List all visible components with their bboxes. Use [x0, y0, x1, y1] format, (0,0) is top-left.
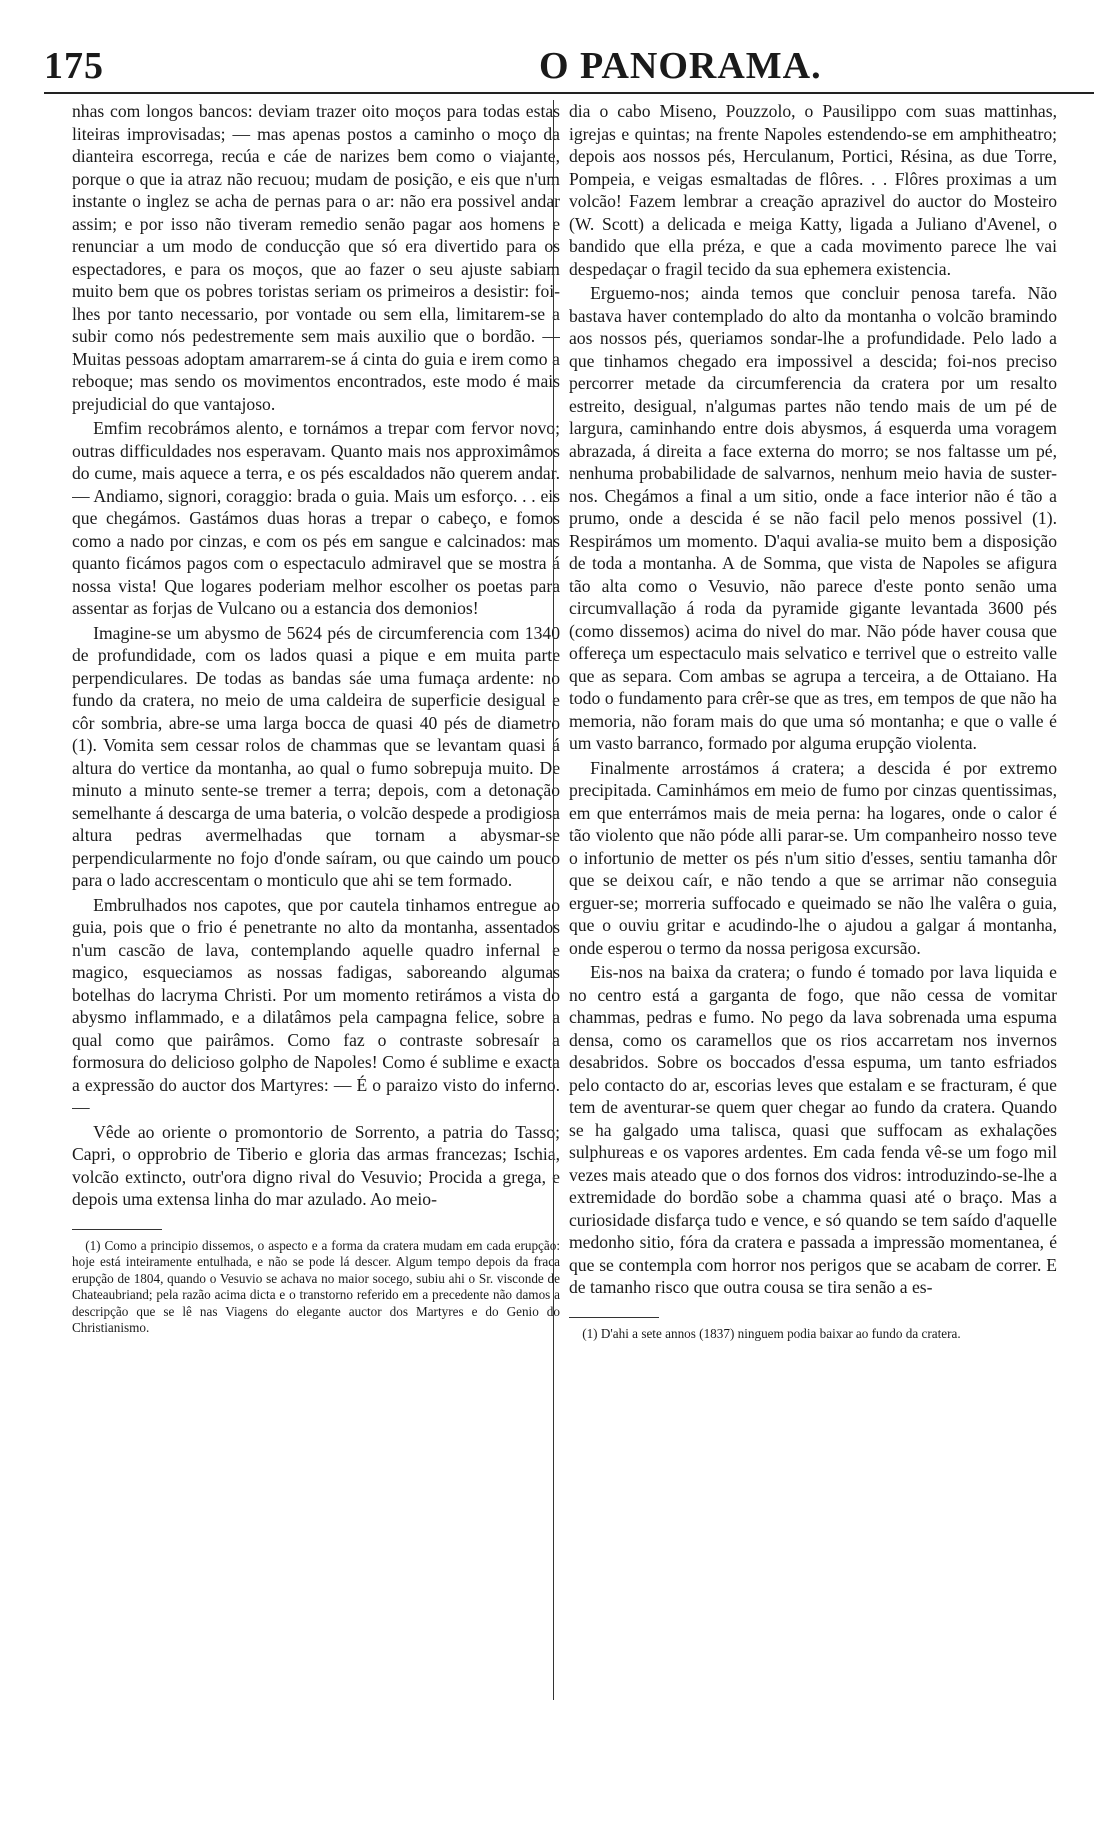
right-paragraph-2: Erguemo-nos; ainda temos que concluir penosa tarefa. Não bastava haver contemplado do alto da montanha o volcão bramindo aos nossos pés, queriamos sondar-lhe a profundidade. Pelo lado a que tinhamos chegado era impossivel a descida; foi-nos preciso percorrer metade da circumferencia da cratera por um resalto estreito, desigual, n'algumas partes não tendo mais de um pé de largura, caminhando entre dois abysmos, á esquerda uma voragem abrazada, á direita a face externa do morro; se nos faltasse um pé, nenhuma probabilidade de salvarnos, nenhum meio havia de suster-nos. Chegámos a final a um sitio, onde a face interior não é tão a prumo, onde a descida é se não facil pelo menos possivel (1). Respirámos um momento. D'aqui avalia-se muito bem a disposição de toda a montanha. A de Somma, que vista de Napoles se afigura tão alta como o Vesuvio, não parece d'este ponto senão uma circumvallação á roda da pyramide gigante levantada 3600 pés (como dissemos) acima do nivel do mar. Não póde haver cousa que offereça um espectaculo mais selvatico e terrivel que o estreito valle que as separa. Com ambas se agrupa a terceira, a de Ottaiano. Ha todo o fundamento para crêr-se que as tres, em tempos de que não ha memoria, não foram mais do que uma só montanha; e que o valle é um vasto barranco, formado por alguma erupção violenta.: [569, 283, 1057, 753]
right-paragraph-3: Finalmente arrostámos á cratera; a descida é por extremo precipitada. Caminhámos em meio de fumo por cinzas quentissimas, em que enterrámos mais de meia perna: ha logares, onde o calor é tão violento que não póde alli parar-se. Um companheiro nosso teve o infortunio de metter os pés n'um sitio d'esses, sentiu tamanha dôr que se deixou caír, e não tendo a que se arrimar não conseguia erguer-se; morreria suffocado e queimado se não lhe valêra o guia, que o ouviu gritar e acudindo-lhe o ajudou a galgar á montanha, onde esperou o termo da nossa perigosa excursão.: [569, 757, 1057, 958]
page-number: 175: [44, 45, 104, 87]
right-footnote: (1) D'ahi a sete annos (1837) ninguem podia baixar ao fundo da cratera.: [582, 1325, 961, 1341]
left-paragraph-5: Vêde ao oriente o promontorio de Sorrento, a patria do Tasso; Capri, o opprobrio de Tiberio e gloria das armas francezas; Ischia, volcão extincto, outr'ora digno rival do Vesuvio; Procida a grega, e depois uma extensa linha do mar azulado. Ao meio-: [72, 1121, 560, 1209]
left-paragraph-2: Emfim recobrámos alento, e tornámos a trepar com fervor novo; outras difficuldades nos esperavam. Quanto mais nos approximâmos do cume, mais aquece a terra, e os pés escaldados não querem andar.— Andiamo, signori, coraggio: brada o guia. Mais um esforço. . . eis que chegámos. Gastámos duas horas a trepar o cabeço, e fomos como a nado por cinzas, e com os pés em sangue e calcinados: mas quanto ficámos pagos com o espectaculo admiravel que se mostra á nossa vista! Que logares poderiam melhor escolher os poetas para assentar as forjas de Vulcano ou a estancia dos demonios!: [72, 418, 560, 618]
left-paragraph-4: Embrulhados nos capotes, que por cautela tinhamos entregue ao guia, pois que o frio é penetrante no alto da montanha, assentados n'um cascão de lava, contemplando aquelle quadro infernal e magico, esqueciamos as nossas fadigas, saboreando algumas botelhas do lacryma Christi. Por um momento retirámos a vista do abysmo inflammado, e a dilatâmos pela campagna felice, sobre a qual como que pairâmos. Como faz o contraste sobresaír a formosura do delicioso golpho de Napoles! Como é sublime e exacta a expressão do auctor dos Martyres: — É o paraizo visto do inferno. —: [72, 894, 560, 1117]
left-paragraph-3: Imagine-se um abysmo de 5624 pés de circumferencia com 1340 de profundidade, com os lados quasi a pique e em muita parte perpendiculares. De todas as bandas sáe uma fumaça ardente: no fundo da cratera, no meio de uma caldeira de superficie desigual e côr sombria, abre-se uma larga bocca de quasi 40 pés de diametro (1). Vomita sem cessar rolos de chammas que se levantam quasi á altura do vertice da montanha, ao qual o fumo sobrepuja muito. De minuto a minuto sente-se tremer a terra; depois, com a detonação semelhante á descarga de uma bateria, o volcão despede a prodigiosa altura pedras avermelhadas que tornam a abysmar-se perpendicularmente no fojo d'onde saíram, ou que caindo um pouco para o lado accrescentam o monticulo que ahi se tem formado.: [72, 622, 560, 890]
left-column: [72, 100, 560, 1730]
running-title: O PANORAMA.: [539, 45, 822, 87]
column-divider: [553, 100, 554, 1700]
header-rule: [44, 92, 1094, 94]
right-paragraph-4: Eis-nos na baixa da cratera; o fundo é tomado por lava liquida e no centro está a garganta de fogo, que não cessa de vomitar chammas, pedras e fumo. No pego da lava sobrenada uma espuma densa, como os caramellos que os rios accarretam nos invernos desabridos. Sobre os boccados d'essa espuma, um tanto esfriados pelo contacto do ar, escorias leves que estalam e se fracturam, é que tem de aventurar-se quem quer chegar ao fundo da cratera. Quando se ha galgado uma talisca, quasi que suffocam as exhalações sulphureas e os vapores ardentes. Em cada fenda vê-se um fogo mil vezes mais ateado que o dos fornos dos vidros: introduzindo-se-lhe a extremidade do bordão sobe a chamma quasi até o braço. Mas a curiosidade disfarça tudo e vence, e só quando se tem saído d'aquelle medonho sitio, fóra da cratera e passada a impressão momentanea, é que se contempla com horror nos perigos que se acabam de correr. E de tamanho risco que outra cousa se tira senão a es-: [569, 962, 1057, 1297]
right-column: [569, 100, 1057, 1730]
left-footnote-rule: [72, 1229, 162, 1230]
left-paragraph-1: nhas com longos bancos: deviam trazer oito moços para todas estas liteiras improvisadas; — mas apenas postos a caminho o moço da dianteira escorrega, recúa e cáe de narizes bem como o viajante, porque o que ia atraz não recuou; mudam de posição, e eis que n'um instante o inglez se acha de pernas para o ar: não era possivel andar assim; e por isso não tiveram remedio senão pagar aos homens e renunciar a um modo de conducção que só era divertido para os espectadores, e para os moços, que ao fazer o seu ajuste sabiam muito bem que os pobres toristas seriam os primeiros a desistir: foi-lhes por tanto necessario, por vontade ou sem ella, limitarem-se a subir como nós pedestremente sem mais auxilio que o bordão. — Muitas pessoas adoptam amarrarem-se á cinta do guia e irem como a reboque; mas sendo os movimentos encontrados, este modo é mais prejudicial do que vantajoso.: [72, 101, 560, 414]
left-footnote: (1) Como a principio dissemos, o aspecto e a forma da cratera mudam em cada erupção: hoje está inteiramente entulhada, e não se pode lá descer. Algum tempo depois da fraca erupção de 1804, quando o Vesuvio se achava no maior socego, subiu ahi o Sr. visconde de Chateaubriand; pela razão acima dicta e o transtorno referido em a precedente não damos a descripção que se lê nas Viagens do elegante auctor dos Martyres e do Genio do Christianismo.: [72, 1237, 560, 1335]
right-footnote-rule: [569, 1317, 659, 1318]
page-header: [44, 44, 1094, 94]
right-paragraph-1: dia o cabo Miseno, Pouzzolo, o Pausilippo com suas mattinhas, igrejas e quintas; na frente Napoles estendendo-se em amphitheatro; depois aos nossos pés, Herculanum, Portici, Résina, as due Torre, Pompeia, e veigas esmaltadas de flôres. . . Flôres proximas a um volcão! Fazem lembrar a creação aprazivel do auctor do Mosteiro (W. Scott) a delicada e meiga Katty, ligada a Juliano d'Avenel, o bandido que ella préza, e que a cada movimento parece lhe vai despedaçar o fragil tecido da sua ephemera existencia.: [569, 101, 1057, 279]
